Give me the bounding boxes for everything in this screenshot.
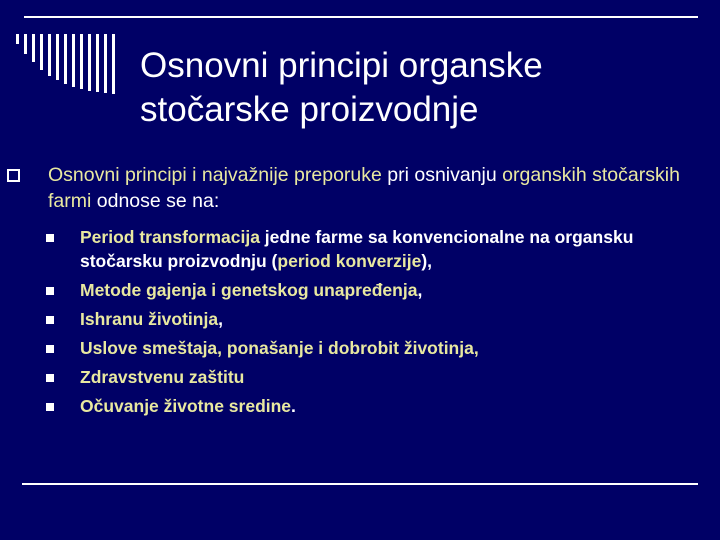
sub-bullet-text: , bbox=[417, 280, 423, 300]
title-line-2: stočarske proizvodnje bbox=[140, 90, 479, 129]
sub-bullet-text: , bbox=[218, 309, 223, 329]
square-bullet-icon bbox=[46, 345, 54, 353]
sub-bullet-highlight: Uslove smeštaja, ponašanje i dobrobit životinja, bbox=[80, 338, 479, 358]
slide-title bbox=[140, 44, 700, 132]
sub-bullet-text: . bbox=[291, 396, 296, 416]
bottom-rule bbox=[22, 483, 698, 485]
corner-stripes-decoration bbox=[16, 34, 116, 94]
main-bullet-plain-2: odnose se na: bbox=[91, 190, 220, 212]
top-rule bbox=[24, 16, 698, 18]
sub-bullet-highlight: period konverzije bbox=[277, 251, 422, 271]
square-bullet-icon bbox=[46, 234, 54, 242]
main-bullet bbox=[36, 162, 696, 214]
sub-bullet-highlight: Period transformacija bbox=[80, 227, 260, 247]
main-bullet-highlight-1: Osnovni principi i najvažnije preporuke bbox=[48, 164, 382, 186]
sub-bullet-list bbox=[46, 225, 696, 423]
main-bullet-highlight-2: organskih stočarskih farmi bbox=[48, 164, 680, 212]
square-bullet-icon bbox=[46, 374, 54, 382]
main-bullet-plain-1: pri osnivanju bbox=[381, 164, 503, 186]
square-bullet-icon bbox=[46, 316, 54, 324]
sub-bullet-text: ), bbox=[421, 251, 433, 271]
list-item bbox=[46, 225, 696, 273]
square-bullet-icon bbox=[46, 287, 54, 295]
sub-bullet-highlight: Metode gajenja i genetskog unapređenja bbox=[80, 280, 418, 300]
list-item bbox=[46, 278, 696, 302]
list-item bbox=[46, 394, 696, 418]
sub-bullet-text: jedne farme sa konvencionalne na organsku stočarsku proizvodnju ( bbox=[80, 227, 634, 271]
sub-bullet-highlight: Očuvanje životne sredine bbox=[80, 396, 292, 416]
sub-bullet-highlight: Ishranu životinja bbox=[80, 309, 219, 329]
sub-bullet-highlight: Zdravstvenu zaštitu bbox=[80, 367, 245, 387]
title-line-1: Osnovni principi organske bbox=[140, 46, 543, 85]
list-item bbox=[46, 307, 696, 331]
list-item bbox=[46, 365, 696, 389]
hollow-square-bullet-icon bbox=[7, 169, 20, 182]
square-bullet-icon bbox=[46, 403, 54, 411]
list-item bbox=[46, 336, 696, 360]
main-bullet-text bbox=[36, 162, 696, 214]
